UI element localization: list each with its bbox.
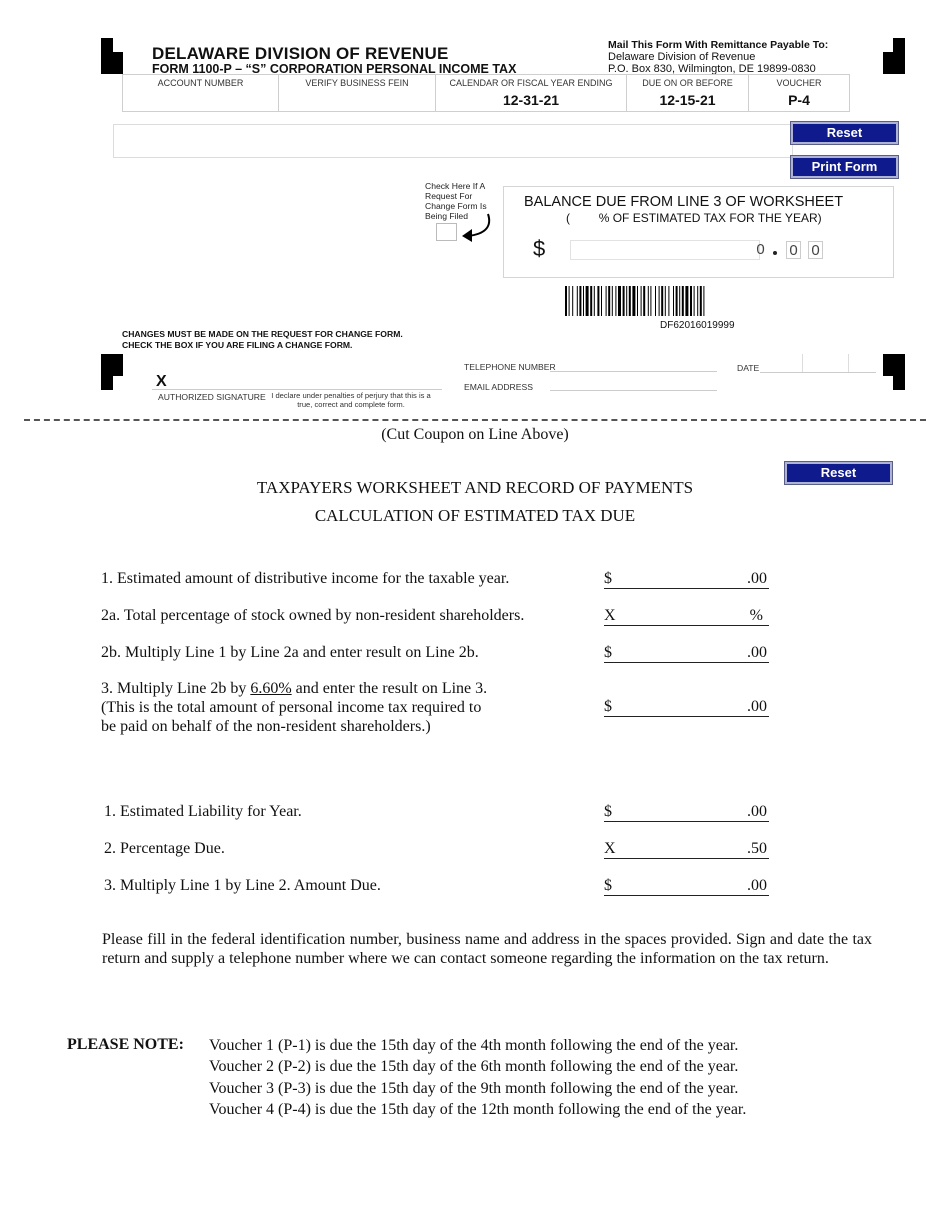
voucher-note-1: Voucher 1 (P-1) is due the 15th day of the 4th month following the end of the year. <box>209 1037 739 1054</box>
worksheet-line-2a-text: 2a. Total percentage of stock owned by non-resident shareholders. <box>101 607 525 624</box>
account-info-row <box>122 74 850 112</box>
worksheet-subtitle: CALCULATION OF ESTIMATED TAX DUE <box>314 506 636 525</box>
due-date-value: 12-15-21 <box>659 92 716 108</box>
changes-note-line-1: CHANGES MUST BE MADE ON THE REQUEST FOR CHANGE FORM. <box>122 329 403 339</box>
worksheet-line-3-row-1 <box>101 679 487 698</box>
date-label: DATE <box>737 363 760 373</box>
worksheet-line-3-after: and enter the result on Line 3. <box>291 680 488 697</box>
due-date-field <box>627 75 749 111</box>
signature-input[interactable] <box>152 389 442 390</box>
balance-cents-digit-2[interactable]: 0 <box>808 241 823 259</box>
worksheet-line-2a-input[interactable] <box>604 606 769 626</box>
voucher-note-3: Voucher 3 (P-3) is due the 15th day of the 9th month following the end of the year. <box>209 1080 739 1097</box>
form-title: FORM 1100-P – “S” CORPORATION PERSONAL INCOME TAX <box>152 62 517 76</box>
mail-name: Delaware Division of Revenue <box>608 51 756 63</box>
email-input[interactable] <box>550 390 717 391</box>
voucher-label: VOUCHER <box>776 78 822 88</box>
liability-line-3-suffix: .00 <box>747 877 767 894</box>
change-form-checkbox[interactable] <box>436 223 457 241</box>
balance-due-subtitle <box>566 211 822 225</box>
balance-due-subtitle-open: ( <box>566 211 570 225</box>
cut-line <box>24 419 926 421</box>
barcode-number: DF62016019999 <box>660 320 735 331</box>
worksheet-line-2b-input[interactable] <box>604 643 769 663</box>
worksheet-title: TAXPAYERS WORKSHEET AND RECORD OF PAYMENTS <box>256 478 694 497</box>
liability-line-2-input[interactable] <box>604 839 769 859</box>
worksheet-line-2a-prefix: X <box>604 607 616 624</box>
worksheet-line-1-text: 1. Estimated amount of distributive income for the taxable year. <box>101 570 510 587</box>
balance-currency: $ <box>533 236 546 261</box>
liability-line-1-prefix: $ <box>604 803 612 820</box>
liability-line-3-text: 3. Multiply Line 1 by Line 2. Amount Due. <box>104 877 381 894</box>
worksheet-line-3-prefix: $ <box>604 698 612 715</box>
balance-due-title: BALANCE DUE FROM LINE 3 OF WORKSHEET <box>524 194 844 210</box>
voucher-note-2: Voucher 2 (P-2) is due the 15th day of the 6th month following the end of the year. <box>209 1058 739 1075</box>
signature-label: AUTHORIZED SIGNATURE <box>158 392 266 402</box>
voucher-note-4: Voucher 4 (P-4) is due the 15th day of the 12th month following the end of the year. <box>209 1101 747 1118</box>
reset-button[interactable]: Reset <box>791 122 898 144</box>
agency-title: DELAWARE DIVISION OF REVENUE <box>152 44 449 63</box>
email-label: EMAIL ADDRESS <box>464 382 533 392</box>
date-divider <box>802 354 803 372</box>
liability-line-2-prefix: X <box>604 840 616 857</box>
mail-heading: Mail This Form With Remittance Payable To: <box>608 39 829 51</box>
voucher-field <box>749 75 849 111</box>
liability-line-2-text: 2. Percentage Due. <box>104 840 225 857</box>
perjury-declaration: I declare under penalties of perjury that this is a true, correct and complete form. <box>271 391 431 409</box>
worksheet-line-3-suffix: .00 <box>747 698 767 715</box>
barcode-image <box>565 286 835 316</box>
signature-x-mark: X <box>156 373 167 390</box>
mail-address: P.O. Box 830, Wilmington, DE 19899-0830 <box>608 63 816 75</box>
balance-dollar-digit[interactable]: 0 <box>756 241 765 258</box>
date-input[interactable] <box>760 372 876 373</box>
worksheet-line-3-input[interactable] <box>604 697 769 717</box>
registration-mark-top-left-tab <box>113 38 123 52</box>
year-ending-label: CALENDAR OR FISCAL YEAR ENDING <box>449 78 613 88</box>
worksheet-line-3-row-3: be paid on behalf of the non-resident shareholders.) <box>101 718 431 735</box>
worksheet-line-3-before: 3. Multiply Line 2b by <box>101 680 251 697</box>
instructions-text: Please fill in the federal identification number, business name and address in the spaces provided. Sign and date the tax return and supply a telephone number where we can contact someone regarding the information on the tax return. <box>102 931 872 967</box>
changes-note <box>122 329 403 350</box>
worksheet-line-3-row-2: (This is the total amount of personal income tax required to <box>101 699 482 716</box>
year-ending-field <box>436 75 627 111</box>
worksheet-line-2b-prefix: $ <box>604 644 612 661</box>
balance-due-subtitle-text: % OF ESTIMATED TAX FOR THE YEAR) <box>598 211 822 225</box>
due-date-label: DUE ON OR BEFORE <box>642 78 733 88</box>
worksheet-line-1-input[interactable] <box>604 569 769 589</box>
account-number-field[interactable] <box>123 75 279 111</box>
worksheet-line-3-text <box>101 679 487 736</box>
worksheet-line-2a-suffix: % <box>749 607 763 624</box>
liability-line-1-input[interactable] <box>604 802 769 822</box>
verify-fein-label: VERIFY BUSINESS FEIN <box>305 78 409 88</box>
liability-line-3-input[interactable] <box>604 876 769 896</box>
telephone-input[interactable] <box>550 371 717 372</box>
telephone-label: TELEPHONE NUMBER <box>464 362 556 372</box>
balance-cents-digit-1[interactable]: 0 <box>786 241 801 259</box>
liability-line-1-text: 1. Estimated Liability for Year. <box>104 803 302 820</box>
print-form-button[interactable]: Print Form <box>791 156 898 178</box>
date-divider <box>848 354 849 372</box>
worksheet-line-1-prefix: $ <box>604 570 612 587</box>
balance-amount-input[interactable] <box>570 240 760 260</box>
changes-note-line-2: CHECK THE BOX IF YOU ARE FILING A CHANGE FORM. <box>122 339 353 350</box>
liability-line-3-prefix: $ <box>604 877 612 894</box>
voucher-value: P-4 <box>788 92 810 108</box>
worksheet-reset-button[interactable]: Reset <box>785 462 892 484</box>
liability-line-2-suffix: .50 <box>747 840 767 857</box>
worksheet-line-2b-text: 2b. Multiply Line 1 by Line 2a and enter result on Line 2b. <box>101 644 479 661</box>
change-request-note-text: Check Here If A Request For Change Form Is Being Filed <box>425 181 487 221</box>
worksheet-line-2b-suffix: .00 <box>747 644 767 661</box>
please-note-label: PLEASE NOTE: <box>67 1036 184 1053</box>
registration-mark-bottom-right-tab <box>883 376 893 390</box>
cut-coupon-text: (Cut Coupon on Line Above) <box>381 426 569 443</box>
registration-mark-bottom-left-tab <box>113 376 123 390</box>
arrow-icon <box>458 212 494 242</box>
year-ending-value: 12-31-21 <box>502 92 560 108</box>
account-number-label: ACCOUNT NUMBER <box>157 78 244 88</box>
worksheet-line-3-rate: 6.60% <box>250 680 292 697</box>
registration-mark-top-right-tab <box>883 38 893 52</box>
decimal-point <box>773 251 777 255</box>
liability-line-1-suffix: .00 <box>747 803 767 820</box>
verify-fein-field[interactable] <box>279 75 436 111</box>
worksheet-line-1-suffix: .00 <box>747 570 767 587</box>
business-name-address-input[interactable] <box>113 124 793 158</box>
